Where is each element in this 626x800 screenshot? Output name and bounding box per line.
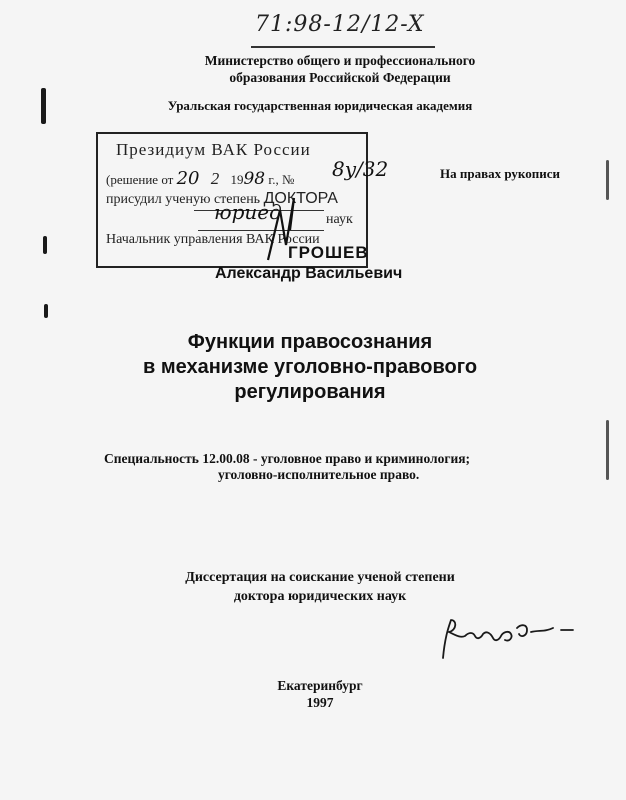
specialty-line-1: Специальность 12.00.08 - уголовное право и криминология; — [104, 451, 471, 466]
handwritten-day: 20 — [176, 168, 200, 189]
place: Екатеринбург — [277, 678, 363, 693]
degree-line-1: Диссертация на соискание ученой степени — [185, 570, 455, 585]
handwritten-science-field: юриед — [214, 200, 282, 224]
author-surname: ГРОШЕВ — [288, 243, 369, 262]
degree-statement — [120, 568, 520, 606]
margin-mark — [43, 236, 47, 254]
title-line-2: в механизме уголовно-правового — [142, 356, 478, 378]
margin-mark — [41, 88, 46, 124]
margin-mark — [606, 160, 609, 200]
stamp-decision-prefix: (решение от — [106, 172, 174, 187]
degree-line-2: доктора юридических наук — [233, 589, 407, 604]
handwritten-decision-number: 8y/32 — [332, 157, 389, 181]
dissertation-title — [110, 330, 510, 405]
year: 1997 — [306, 695, 334, 710]
rights-notice: На правах рукописи — [440, 166, 560, 181]
handwritten-registration-number: 71:98-12/12-X — [255, 12, 425, 37]
specialty-line-2: уголовно-исполнительное право. — [218, 467, 420, 482]
stamp-decision-year-prefix: 19 — [230, 172, 244, 187]
stamp-line-sciences: наук — [326, 212, 353, 227]
margin-mark — [606, 420, 609, 480]
stamp-line-presidium: Президиум ВАК России — [116, 140, 311, 159]
ministry-heading — [130, 52, 550, 86]
author-name: Александр Васильевич — [215, 265, 403, 282]
stamp-decision-number-label: г., № — [268, 172, 295, 187]
place-and-year — [180, 677, 460, 711]
ministry-line-2: образования Российской Федерации — [229, 70, 451, 85]
stamp-line-head: Начальник управления ВАК России — [106, 232, 320, 247]
ministry-line-1: Министерство общего и профессионального — [204, 53, 476, 68]
stamp-line-decision — [106, 168, 294, 189]
title-line-3: регулирования — [234, 381, 386, 403]
title-line-1: Функции правосознания — [187, 331, 433, 353]
handwritten-year: 98 — [243, 169, 266, 189]
academy-heading: Уральская государственная юридическая академия — [167, 98, 473, 113]
stamp-decision-month: 2 — [210, 169, 220, 188]
stamp-degree-text: присудил ученую степень — [106, 192, 261, 207]
signature-text: Грошев — [235, 406, 239, 407]
stamp-degree-value: ДОКТОРА — [263, 190, 338, 207]
margin-mark — [44, 304, 48, 318]
